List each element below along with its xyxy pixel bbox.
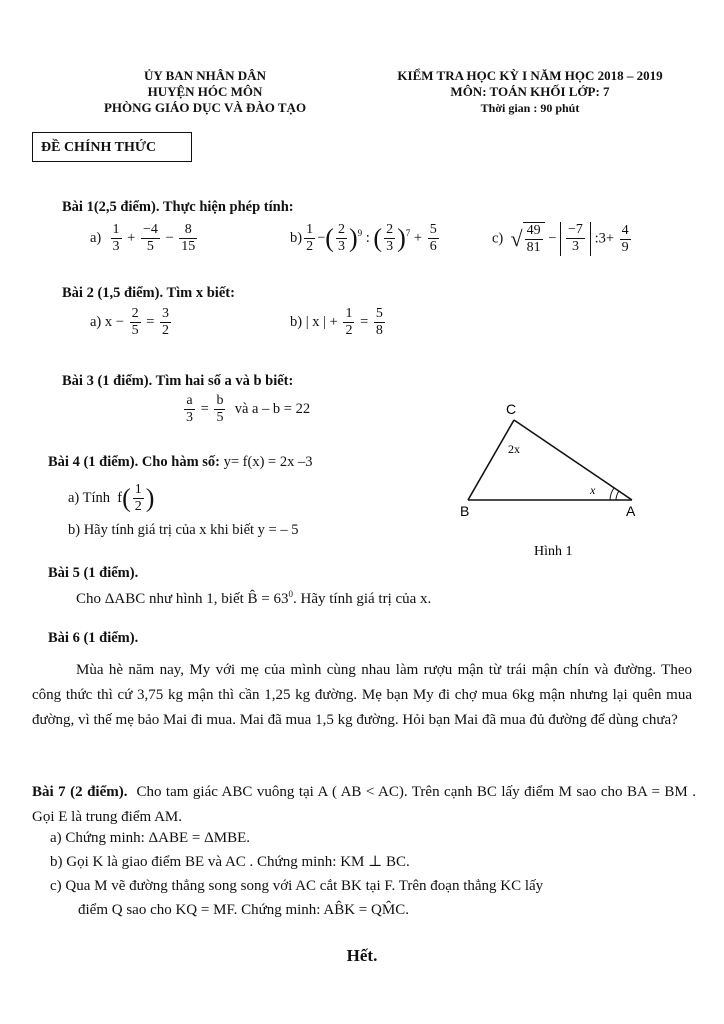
header-department: PHÒNG GIÁO DỤC VÀ ĐÀO TẠO [103, 100, 307, 115]
triangle-figure [440, 398, 650, 568]
bai1-b: b) $\frac{1}{2}$ −( $\frac{2}{3}$ )$^9$ : ( $\frac{2}{3}$ )$^7$ + $\frac{5}{6}$ [290, 222, 437, 254]
angle-a-label: x [590, 483, 596, 497]
bai4-a: a) Tính f( $\frac{1}{2}$ ) [68, 482, 155, 514]
figure-caption: Hình 1 [534, 544, 573, 559]
bai7-b: b) Gọi K là giao điểm BE và AC . Chứng minh: KM ⊥ BC. [50, 854, 410, 870]
angle-a-arc2 [616, 491, 619, 500]
side-bc [468, 420, 514, 500]
bai1-c: c) √ $\frac{49}{81}$ − $\frac{-7}{3}$ :3+ $\frac{4}{9}$ [492, 222, 629, 255]
angle-c-label: 2x [508, 442, 520, 456]
bai2-a: a) x − $\frac{2}{5}$ = $\frac{3}{2}$ [90, 306, 170, 338]
bai4-b: b) Hãy tính giá trị của x khi biết y = – 5 [68, 522, 299, 538]
bai6-text: Mùa hè năm nay, My với mẹ của mình cùng nhau làm rượu mận từ trái mận chín và đường. Theo công thức thì cứ 3,75 kg mận thì cần 1,25 kg đường. Mẹ bạn My đi chợ mua 6kg mận nhưng lại quên mua đường, vì thế mẹ bảo Mai đi mua. Mai đã mua 1,5 kg đường. Hỏi bạn Mai đã mua đủ đường để dùng chưa? [32, 662, 692, 728]
bai6-title: Bài 6 (1 điểm). [48, 630, 139, 646]
bai4-title: Bài 4 (1 điểm). Cho hàm số: y= f(x) = 2x –3 [48, 454, 313, 470]
bai7-c2: điểm Q sao cho KQ = MF. Chứng minh: AB̂K = QM̂C. [78, 902, 409, 918]
end-label: Hết. [346, 946, 378, 965]
bai7-c1: c) Qua M vẽ đường thẳng song song với AC cắt BK tại F. Trên đoạn thẳng KC lấy [50, 878, 544, 894]
bai7-a: a) Chứng minh: ΔABE = ΔMBE. [50, 830, 251, 846]
bai2-b: b) | x | + $\frac{1}{2}$ = $\frac{5}{8}$ [290, 306, 383, 338]
header-committee: ỦY BAN NHÂN DÂN [144, 68, 266, 83]
header-exam-title: KIỂM TRA HỌC KỲ I NĂM HỌC 2018 – 2019 [397, 68, 663, 83]
header-right [372, 68, 688, 116]
bai3-formula: $\frac{a}{3}$ = $\frac{b}{5}$ và a – b = 22 [186, 393, 311, 425]
vertex-a: A [626, 503, 636, 519]
bai7-parts [50, 826, 700, 922]
header-time: Thời gian : 90 phút [480, 101, 580, 115]
bai3-title: Bài 3 (1 điểm). Tìm hai số a và b biết: [62, 373, 294, 389]
official-label: ĐỀ CHÍNH THỨC [32, 132, 192, 162]
header-subject: MÔN: TOÁN KHỐI LỚP: 7 [450, 84, 610, 99]
angle-a-arc1 [610, 488, 614, 500]
bai1-a: a) $\frac{1}{3}$ + $\frac{-4}{5}$ − $\frac{8}{15}$ [90, 222, 196, 254]
bai2-title: Bài 2 (1,5 điểm). Tìm x biết: [62, 285, 235, 301]
header-district: HUYỆN HÓC MÔN [147, 84, 263, 99]
bai5-text: Cho ΔABC như hình 1, biết B̂ = $63^0$. Hãy tính giá trị của x. [76, 589, 432, 607]
header-left [70, 68, 340, 116]
vertex-c: C [506, 401, 517, 417]
side-ca [514, 420, 632, 500]
bai1-title: Bài 1(2,5 điểm). Thực hiện phép tính: [62, 199, 294, 215]
bai5-title: Bài 5 (1 điểm). [48, 565, 139, 581]
bai7-intro: Bài 7 (2 điểm). Cho tam giác ABC vuông tại A ( AB < AC). Trên cạnh BC lấy điểm M sao cho BA = BM . Gọi E là trung điểm AM. [32, 784, 696, 825]
vertex-b: B [460, 503, 470, 519]
